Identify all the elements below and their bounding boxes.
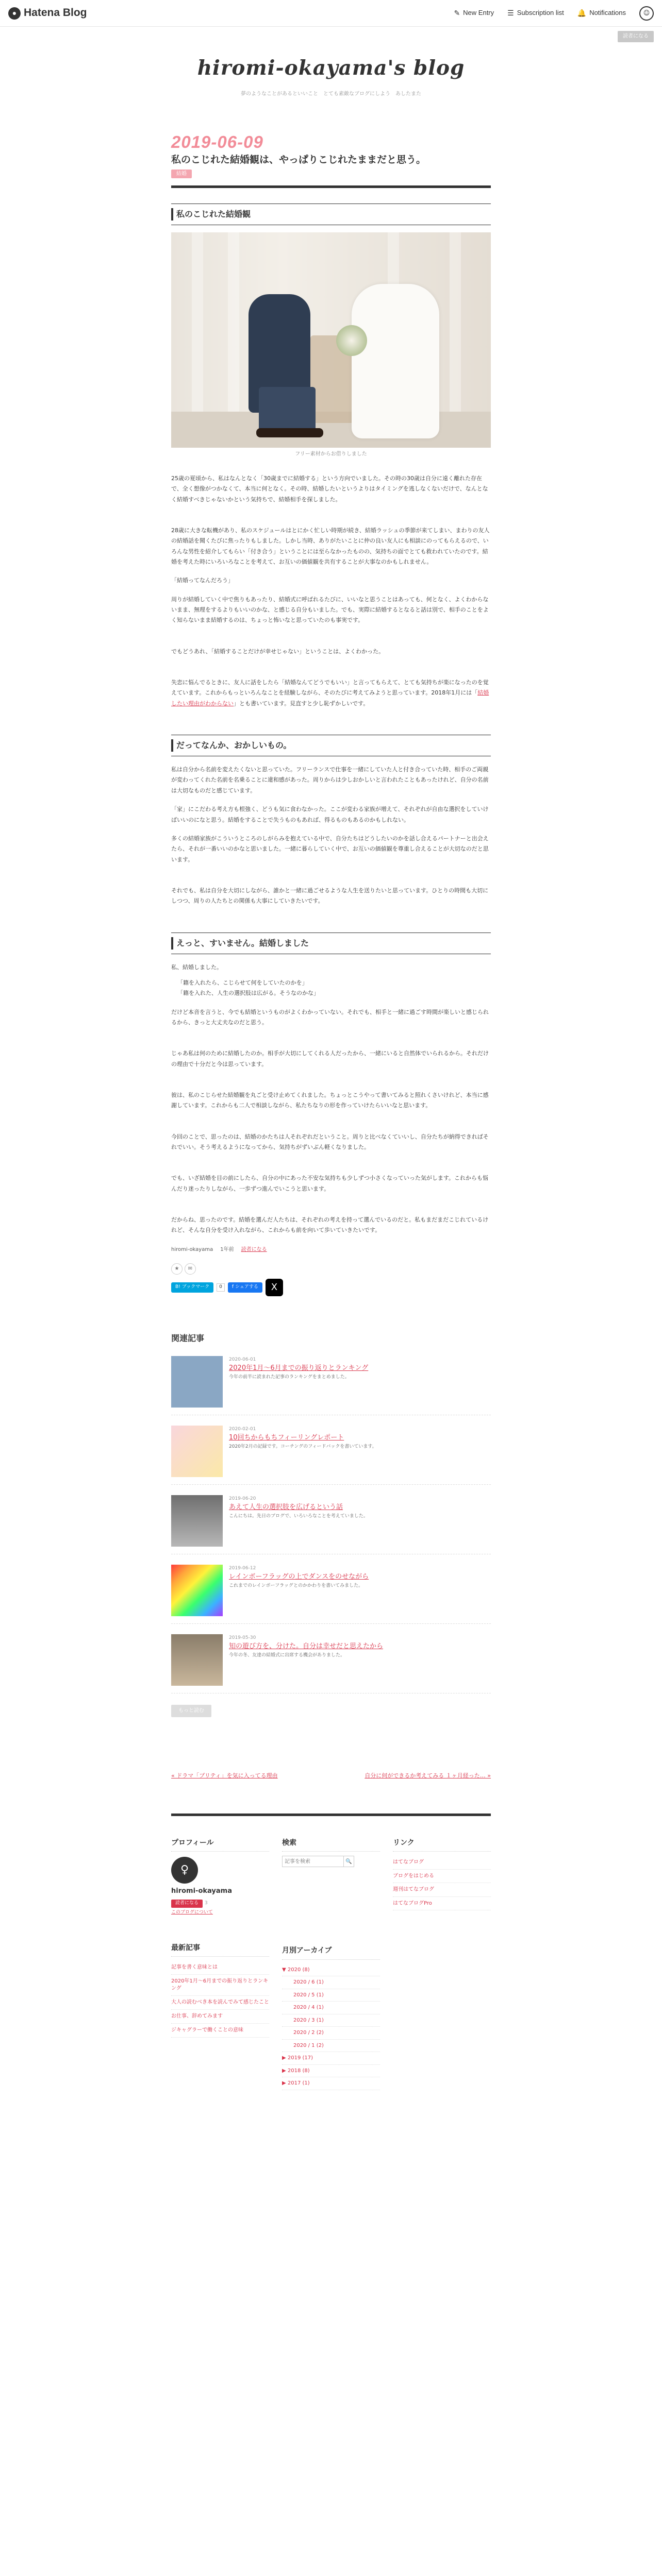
paragraph: 「家」にこだわる考え方も根強く、どうも気に食わなかった。ここが変わる家族が増えて、それぞれが自由な選択をしていけばいいのになと思う。結婚をすることで失うものもあれば、得るものもあるのかもしれない。 [171, 806, 489, 823]
related-snippet: 2020年2月の記録です。コーチングのフィードバックを書いています。 [229, 1444, 377, 1449]
module-heading: 月別アーカイブ [282, 1944, 380, 1960]
divider [171, 1814, 491, 1816]
paragraph: でも、いざ結婚を目の前にしたら、自分の中にあった不安な気持ちも少しずつ小さくなっていった気がします。これからも悩んだり迷ったりしながら、一歩ずつ進んでいこうと思います。 [171, 1175, 489, 1192]
quote-list [171, 978, 491, 999]
archive-link[interactable]: ▼ 2020 (8) [282, 1964, 380, 1977]
related-thumbnail[interactable] [171, 1356, 223, 1408]
author-name[interactable]: hiromi-okayama [171, 1246, 213, 1252]
related-title[interactable]: あえて人生の選択肢を広げるという話 [229, 1503, 343, 1511]
hatena-logo-icon: ● [8, 7, 21, 20]
archive-link[interactable]: 2020 / 2 (2) [282, 2027, 380, 2040]
links-module [393, 1837, 491, 2090]
section-heading: だってなんか、おかしいもの。 [171, 735, 491, 756]
more-button[interactable]: もっと読む [171, 1705, 211, 1717]
entry-footer [171, 1245, 491, 1255]
related-thumbnail[interactable] [171, 1495, 223, 1547]
paragraph: 私、結婚しました。 [171, 963, 222, 971]
related-date: 2020-06-01 [229, 1357, 256, 1363]
recent-entry-link[interactable]: 大人の読むべき本を読んでみて感じたこと [171, 1996, 269, 2010]
facebook-share-button[interactable]: f シェアする [228, 1282, 262, 1293]
bookmark-icon: B! [175, 1284, 180, 1290]
new-entry-button[interactable]: ✎ New Entry [454, 7, 494, 20]
related-thumbnail[interactable] [171, 1426, 223, 1477]
module-heading: プロフィール [171, 1837, 269, 1852]
user-icon: ☺ [643, 9, 650, 16]
profile-avatar[interactable] [171, 1857, 198, 1884]
hatena-logo[interactable] [8, 4, 87, 23]
paragraph: 「結婚ってなんだろう」 [171, 577, 234, 584]
subscriber-count: 3 [205, 1901, 208, 1906]
paragraph: 周りが結婚していく中で焦りもあったり、結婚式に呼ばれるたびに、いいなと思うことはあっても、何となく、よくわからないまま、無理をするよりもいいのかな、と感じる自分もいました。でも、実際に結婚するとなると話は別で、相手のことをよく知らないまま結婚するのは、ちょっと怖いなと思っていたのも事実です。 [171, 596, 489, 624]
archive-link[interactable]: ▶ 2019 (17) [282, 2052, 380, 2065]
user-menu-avatar[interactable] [639, 6, 654, 21]
subscription-list-button[interactable]: ☰ Subscription list [507, 7, 564, 20]
paragraph: 私は自分から名前を変えたくないと思っていた。フリーランスで仕事を一緒にしていた人と付き合っていた時、相手のご両親が変わってくれた名前を名乗ることに違和感があった。周りからは少しおかしいと言われたこともあったけれど、自分の名前は大切なものだと感じています。 [171, 766, 489, 794]
recent-entry-link[interactable]: 2020年1月〜6月までの振り返りとランキング [171, 1975, 269, 1996]
subscribe-link[interactable]: 読者になる [241, 1246, 267, 1252]
hatena-bookmark-button[interactable]: B! ブックマーク [171, 1282, 213, 1293]
related-item[interactable] [171, 1634, 491, 1693]
blog-header [0, 27, 662, 123]
comment-icon[interactable]: ✉ [185, 1263, 196, 1275]
entry-time[interactable]: 1年前 [220, 1246, 234, 1252]
paragraph: だからね、思ったのです。結婚を選んだ人たちは、それぞれの考えを持って選んでいるのだと。私もまだまだこじれているけれど、そんな自分を受け入れながら、これからも前を向いて歩いていきたいです。 [171, 1216, 489, 1234]
recent-entry-link[interactable]: ジキャグラーで働くことの意味 [171, 2024, 269, 2038]
entry-article [171, 123, 491, 1816]
related-item[interactable] [171, 1356, 491, 1415]
category-tag[interactable]: 結婚 [171, 170, 192, 179]
links-list [393, 1856, 491, 1910]
related-title[interactable]: 10回ちからもちフィーリングレポート [229, 1433, 344, 1442]
archive-link[interactable]: ▶ 2017 (1) [282, 2077, 380, 2090]
module-heading: 最新記事 [171, 1942, 269, 1957]
related-date: 2020-02-01 [229, 1427, 256, 1432]
archive-list [282, 1964, 380, 2090]
paragraph: 28歳に大きな転機があり、私のスケジュールはとにかく忙しい時期が続き、結婚ラッシュの季節が来てしまい、まわりの友人の結婚話を聞くたびに焦ったりもしました。しかし当時、ありがたいことに仲の良い友人にも相談にのってもらえるので、いろんな男性を紹介してもらい「付き合う」ということには至らなかったものの、気持ちの面でとても救われていたのです。結婚を考えた時にいろいろなことを考えて、お互いの価値観を共有することが大事なのかもしれません。 [171, 527, 490, 566]
facebook-icon: f [231, 1284, 234, 1290]
bookmark-count: 0 [217, 1283, 225, 1292]
related-title[interactable]: 2020年1月〜6月までの振り返りとランキング [229, 1364, 369, 1372]
x-share-button[interactable] [266, 1279, 283, 1296]
reaction-row [171, 1263, 491, 1275]
related-item[interactable] [171, 1495, 491, 1554]
related-item[interactable] [171, 1426, 491, 1485]
archive-link[interactable]: 2020 / 1 (2) [282, 2040, 380, 2053]
paragraph: 多くの結婚家族がこういうところのしがらみを抱えている中で、自分たちはどうしたいのかを話し合えるパートナーと出会えたら、それが一番いいのかなと思いました。一緒に暮らしていく中で、お互いの価値観を尊重し合えることが大切なのだと思います。 [171, 835, 489, 863]
related-snippet: こんにちは。先日のブログで、いろいろなことを考えていました。 [229, 1513, 368, 1519]
divider [171, 185, 491, 188]
paragraph: 25歳の夏頃から、私はなんとなく「30歳までに結婚する」という方向でいました。その時の30歳は自分に遠く離れた存在で、全く想像がつかなくて、本当に何となく。その時、結婚したいというよりはタイミングを逃しなくないだけで、なんとなく結婚すべきじゃないかという気持ちで、結婚相手を探しました。 [171, 474, 488, 503]
related-title[interactable]: レインボーフラッグの上でダンスをのせながら [229, 1572, 369, 1581]
archive-link[interactable]: 2020 / 6 (1) [282, 1976, 380, 1989]
search-module [282, 1837, 380, 2090]
about-blog-link[interactable]: このブログについて [171, 1909, 213, 1915]
related-snippet: 今年の冬、友達の結婚式に出席する機会がありました。 [229, 1652, 345, 1658]
profile-module [171, 1837, 269, 2090]
related-date: 2019-05-30 [229, 1635, 256, 1641]
x-icon: X [271, 1282, 278, 1293]
next-entry-link[interactable]: 自分に何ができるか考えてみる １ヶ月経った… » [365, 1772, 491, 1779]
related-heading: 関連記事 [171, 1333, 205, 1344]
star-icon[interactable]: ★ [171, 1263, 183, 1275]
search-icon[interactable]: 🔍 [344, 1856, 354, 1867]
module-heading: リンク [393, 1837, 491, 1852]
quote-item: 「籍を入れた、人生の選択肢は広がる。そうなのかな」 [177, 990, 319, 997]
inline-link[interactable]: 結婚したい理由がわからない [171, 689, 489, 707]
user-icon: ♀ [180, 1863, 189, 1877]
pencil-icon: ✎ [454, 9, 460, 18]
profile-subscribe-button[interactable]: 読者になる [171, 1900, 203, 1908]
archive-link[interactable]: 2020 / 5 (1) [282, 1989, 380, 2002]
reader-button[interactable]: 読者になる [618, 31, 654, 42]
sidebar-modules [171, 1816, 491, 2090]
related-snippet: 今年の前半に読まれた記事のランキングをまとめました。 [229, 1374, 350, 1380]
section-heading: えっと、すいません。結婚しました [171, 933, 491, 954]
bell-icon: 🔔 [577, 9, 587, 18]
related-list [171, 1356, 491, 1693]
recent-list [171, 1961, 269, 2038]
related-item[interactable] [171, 1565, 491, 1624]
share-row [171, 1279, 491, 1296]
archive-link[interactable]: 2020 / 4 (1) [282, 2002, 380, 2014]
module-heading: 検索 [282, 1837, 380, 1852]
global-header [0, 0, 662, 27]
related-thumbnail[interactable] [171, 1634, 223, 1686]
recent-entry-link[interactable]: 記事を書く意味とは [171, 1961, 269, 1975]
related-date: 2019-06-12 [229, 1566, 256, 1571]
related-date: 2019-06-20 [229, 1496, 256, 1502]
prev-entry-link[interactable]: « ドラマ「プリティ」を気に入ってる理由 [171, 1772, 278, 1779]
list-icon: ☰ [507, 9, 514, 18]
quote-item: 「籍を入れたら、こじらせて何をしていたのかを」 [177, 979, 308, 986]
profile-name[interactable]: hiromi-okayama [171, 1887, 232, 1895]
paragraph: でもどうあれ、「結婚することだけが幸せじゃない」ということは、よくわかった。 [171, 648, 385, 655]
related-thumbnail[interactable] [171, 1565, 223, 1616]
recent-entry-link[interactable]: お仕事、辞めてみます [171, 2010, 269, 2024]
photo-caption: フリー素材からお借りしました [295, 451, 367, 457]
blog-title[interactable]: hiromi-okayama's blog [197, 56, 465, 80]
paragraph: 失恋に悩んでるときに、友人に話をしたら「結婚なんてどうでもいい」と言ってもらえて、とても気持ちが楽になったのを覚えています。これからもっといろんなことを経験しながら、そのたびに考えてみようと思っています。2018年1月には「結婚したい理由がわからない」とも書いています。見直すと少し恥ずかしいです。 [171, 679, 489, 707]
entry-date[interactable]: 2019-06-09 [171, 132, 263, 151]
section-heading: 私のこじれた結婚観 [171, 204, 491, 225]
paragraph: 今回のことで、思ったのは、結婚のかたちは人それぞれだということ。周りと比べなくていいし、自分たちが納得できればそれでいい。そう考えるようになってから、気持ちがずいぶん軽くなりました。 [171, 1133, 489, 1151]
archive-link[interactable]: ▶ 2018 (8) [282, 2065, 380, 2078]
search-input[interactable] [282, 1856, 344, 1867]
archive-link[interactable]: 2020 / 3 (1) [282, 2014, 380, 2027]
related-snippet: これまでのレインボーフラッグとのかかわりを書いてみました。 [229, 1583, 363, 1588]
sidebar-link[interactable]: はてなブログPro [393, 1897, 491, 1911]
sidebar-link[interactable]: はてなブログ [393, 1856, 491, 1870]
paragraph: じゃあ私は何のために結婚したのか。相手が大切にしてくれる人だったから、一緒にいると自然体でいられるから。それだけの理由で十分だと今は思っています。 [171, 1050, 489, 1067]
pager [171, 1771, 491, 1781]
paragraph: それでも、私は自分を大切にしながら、誰かと一緒に過ごせるような人生を送りたいと思っています。ひとりの時間も大切にしつつ、周りの人たちとの関係も大事にしていきたいです。 [171, 887, 489, 905]
sidebar-link[interactable]: 週刊はてなブログ [393, 1883, 491, 1897]
notifications-button[interactable]: 🔔 Notifications [577, 7, 626, 20]
paragraph: だけど本音を言うと、今でも結婚というものがよくわかっていない。それでも、相手と一緒に過ごす時間が楽しいと感じられるから、きっと大丈夫なのだと思う。 [171, 1008, 489, 1026]
paragraph: 彼は、私のこじらせた結婚観を丸ごと受け止めてくれました。ちょっとこうやって書いてみると照れくさいけれど、本当に感謝しています。これからも二人で相談しながら、私たちなりの形を作っていけたらいいなと思います。 [171, 1091, 489, 1109]
wedding-photo [171, 232, 491, 448]
hatena-logo-text: Hatena Blog [24, 7, 87, 19]
entry-title[interactable]: 私のこじれた結婚観は、やっぱりこじれたままだと思う。 [171, 154, 426, 166]
sidebar-link[interactable]: ブログをはじめる [393, 1870, 491, 1884]
related-title[interactable]: 知の遊び方を、分けた。自分は幸せだと思えたから [229, 1642, 384, 1650]
blog-description: 夢のようなことがあるといいこと とても素敵なブログにしよう あしたまた [241, 91, 421, 97]
